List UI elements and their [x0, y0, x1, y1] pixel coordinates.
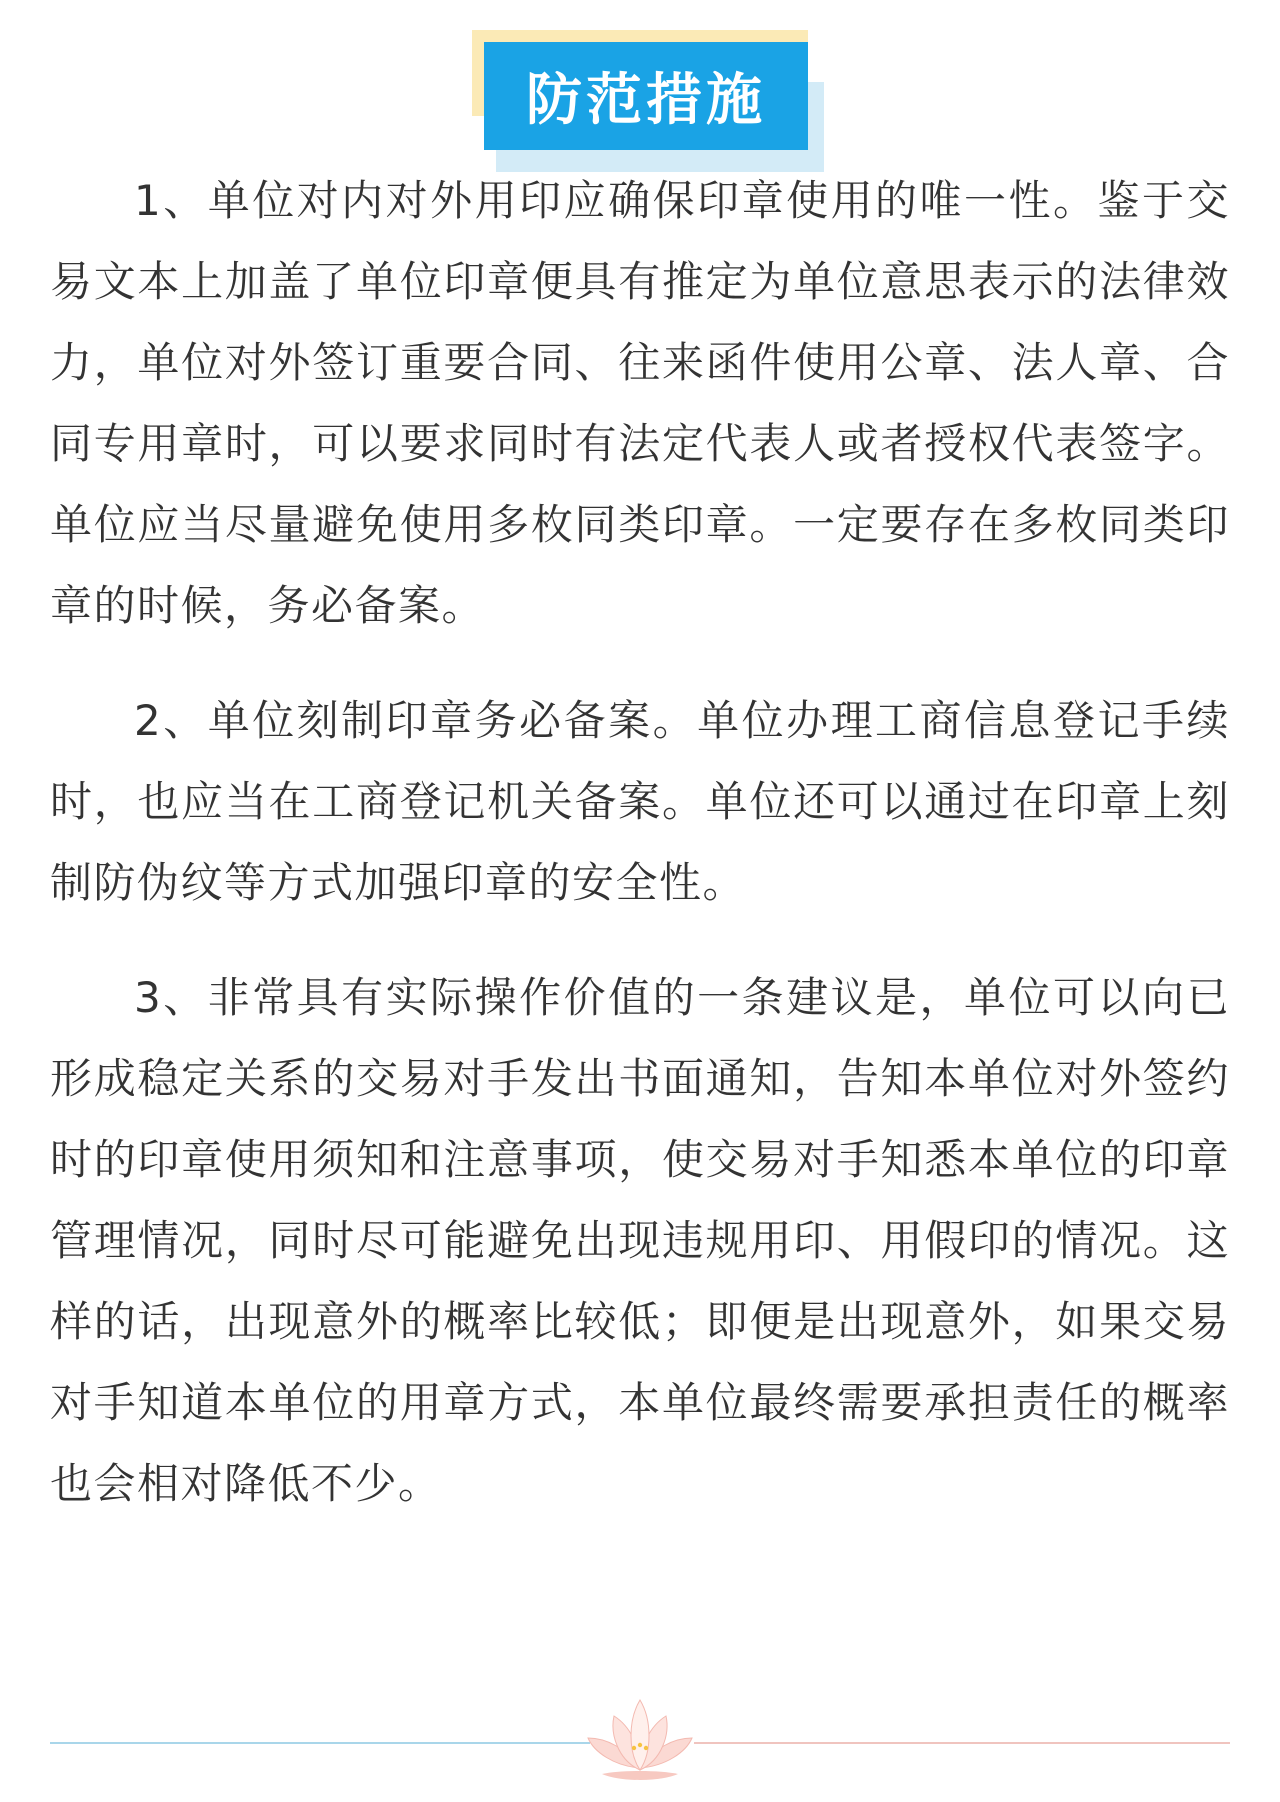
divider-right: [694, 1742, 1230, 1744]
divider-left: [50, 1742, 590, 1744]
paragraph-3: 3、非常具有实际操作价值的一条建议是，单位可以向已形成稳定关系的交易对手发出书面通知，告知本单位对外签约时的印章使用须知和注意事项，使交易对手知悉本单位的印章管理情况，同时尽可能避免出现违规用印、用假印的情况。这样的话，出现意外的概率比较低；即便是出现意外，如果交易对手知道本单位的用章方式，本单位最终需要承担责任的概率也会相对降低不少。: [50, 973, 1230, 1508]
lotus-icon: [584, 1690, 696, 1790]
title-banner: [472, 30, 824, 150]
article-body: [50, 160, 1230, 1524]
paragraph-1: 1、单位对内对外用印应确保印章使用的唯一性。鉴于交易文本上加盖了单位印章便具有推定为单位意思表示的法律效力，单位对外签订重要合同、往来函件使用公章、法人章、合同专用章时，可以要求同时有法定代表人或者授权代表签字。单位应当尽量避免使用多枚同类印章。一定要存在多枚同类印章的时候，务必备案。: [50, 176, 1230, 630]
page-title: 防范措施: [484, 42, 808, 150]
paragraph-2: 2、单位刻制印章务必备案。单位办理工商信息登记手续时，也应当在工商登记机关备案。单位还可以通过在印章上刻制防伪纹等方式加强印章的安全性。: [50, 696, 1230, 907]
